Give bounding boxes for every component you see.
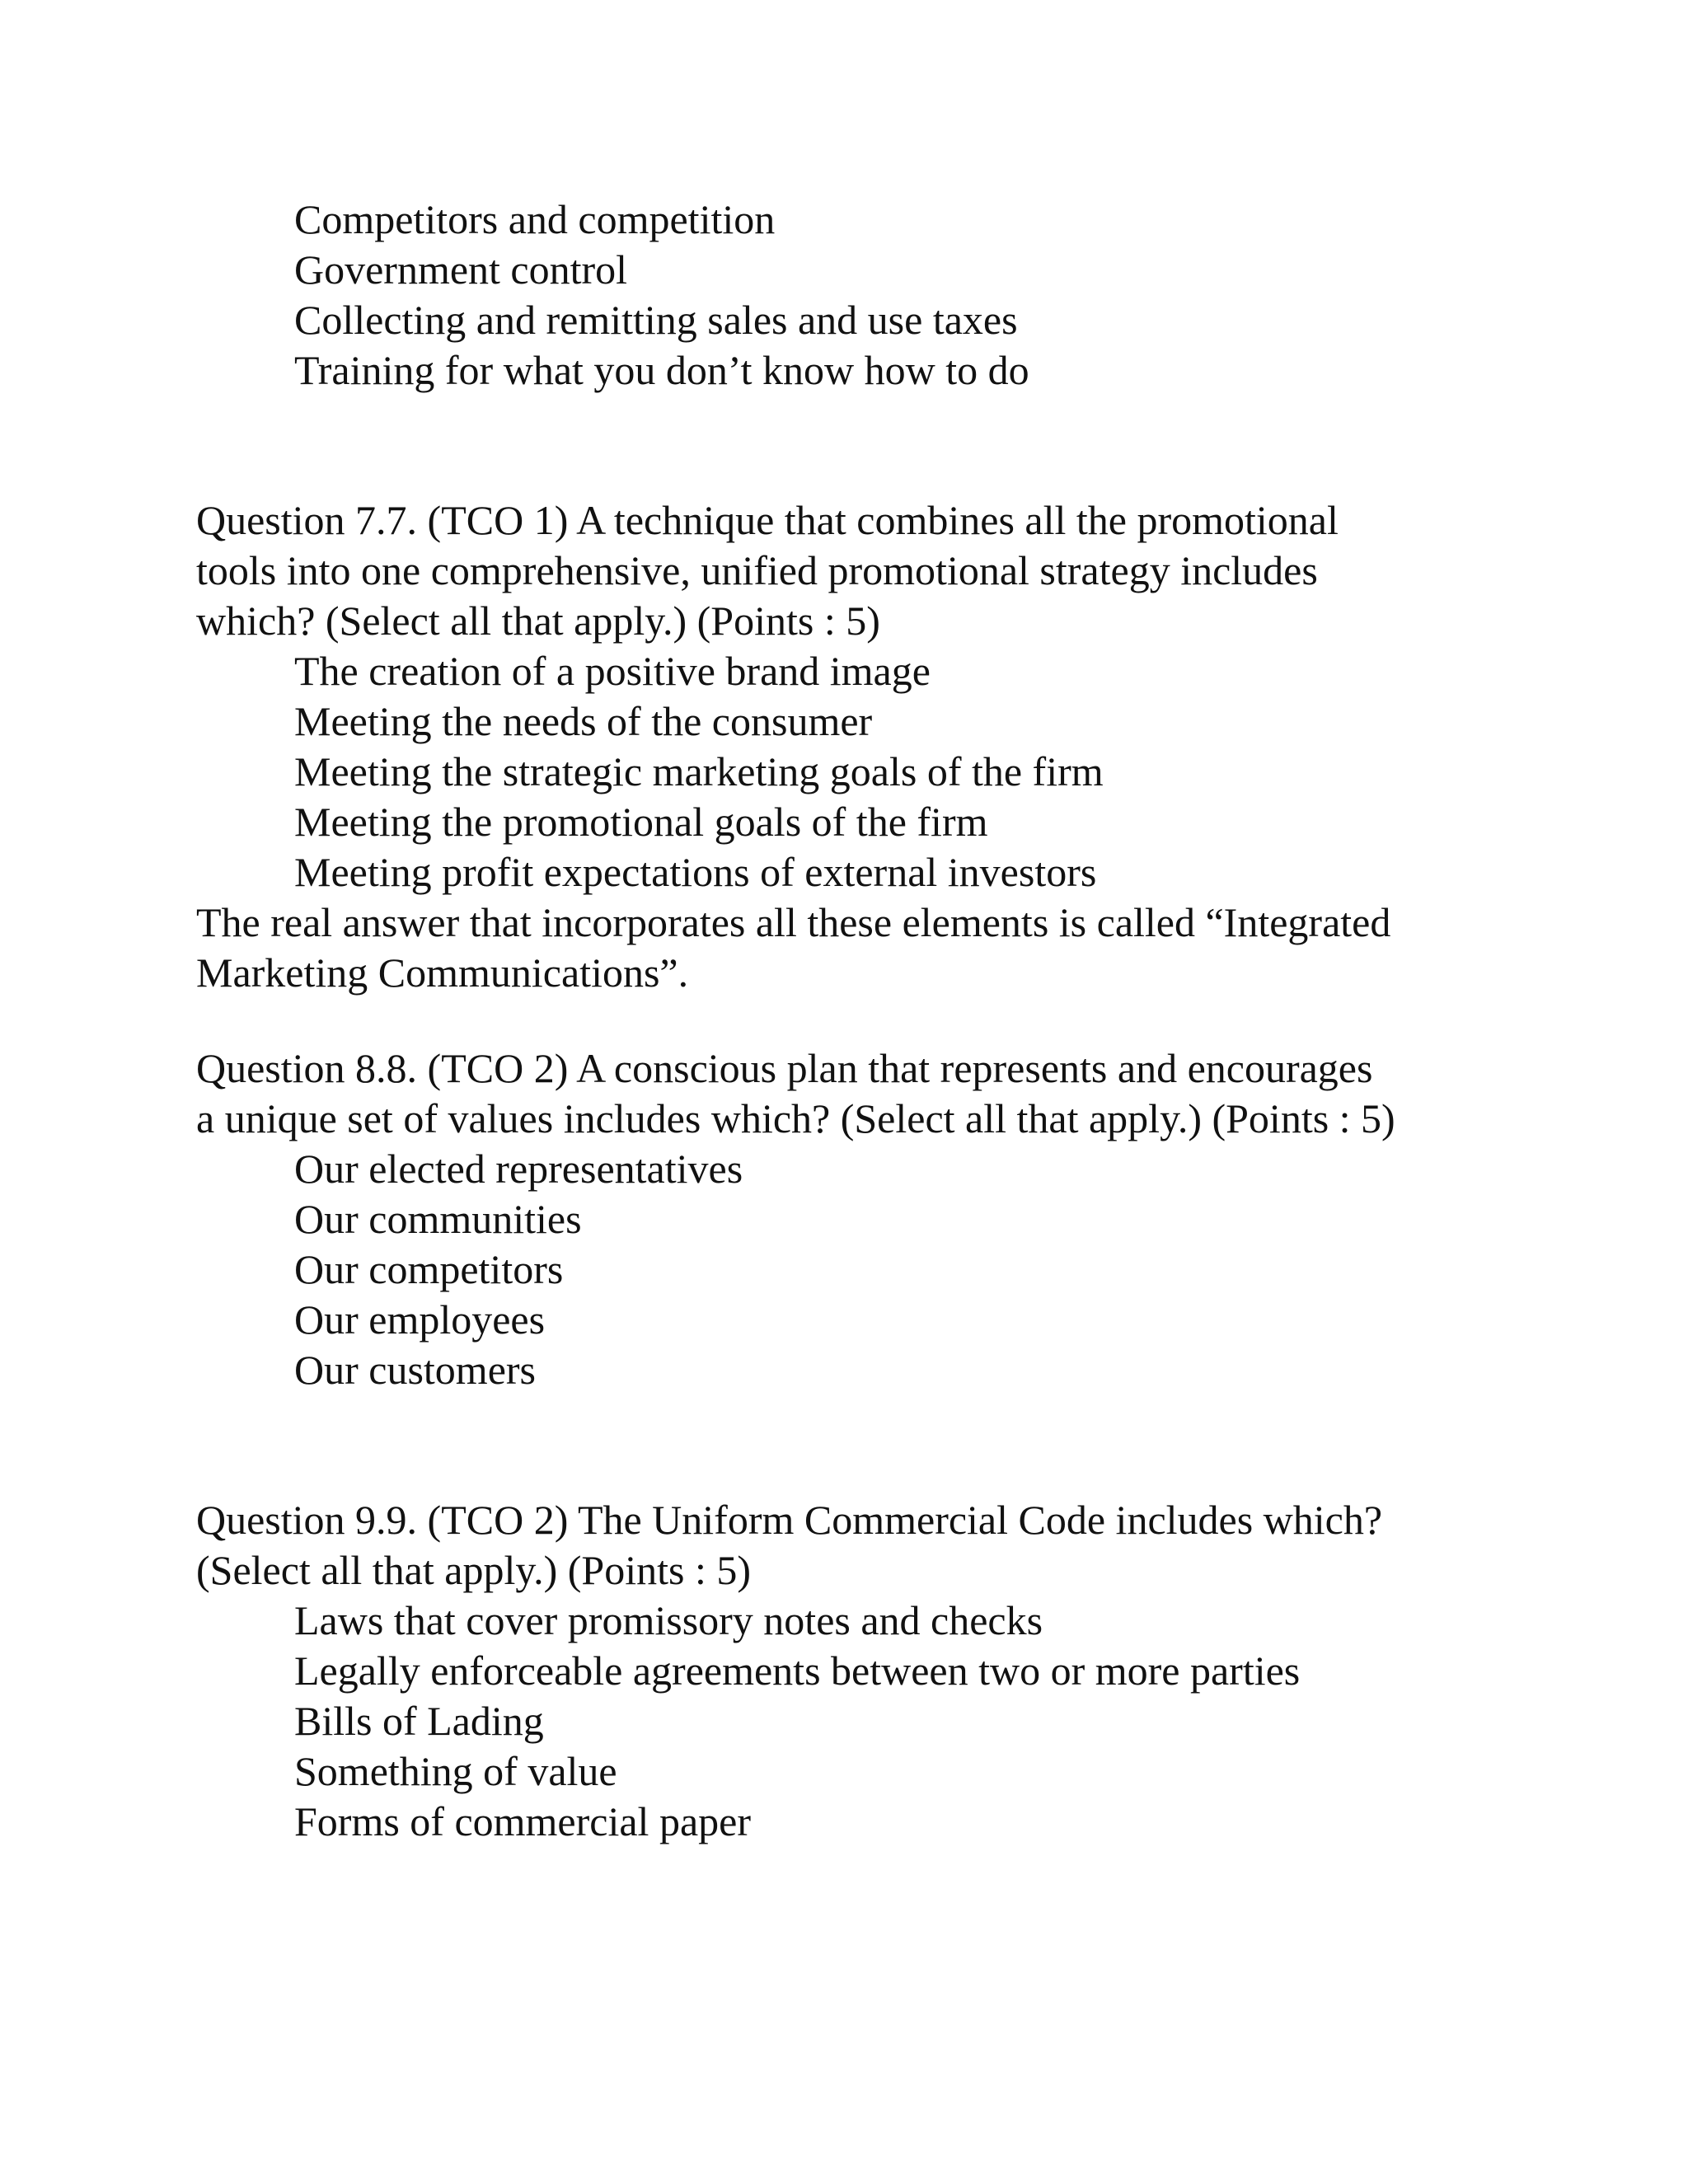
option-item: The creation of a positive brand image	[294, 648, 931, 694]
question-9-block	[196, 1495, 1515, 1847]
option-item: Bills of Lading	[294, 1698, 544, 1744]
option-item: Meeting the promotional goals of the firm	[294, 799, 988, 845]
question-8-block	[196, 1043, 1515, 1395]
option-item: Laws that cover promissory notes and checks	[294, 1597, 1043, 1643]
answer-text-line: The real answer that incorporates all these elements is called “Integrated	[196, 899, 1391, 945]
question-text-line: tools into one comprehensive, unified promotional strategy includes	[196, 547, 1318, 593]
option-item: Collecting and remitting sales and use taxes	[294, 297, 1018, 343]
question-text-line: Question 9.9. (TCO 2) The Uniform Commercial Code includes which?	[196, 1497, 1383, 1543]
question-text-line: Question 7.7. (TCO 1) A technique that combines all the promotional	[196, 497, 1339, 543]
answer-text-line: Marketing Communications”.	[196, 949, 689, 996]
continued-options-list	[196, 194, 1515, 396]
option-item: Meeting the strategic marketing goals of the firm	[294, 748, 1104, 794]
option-item: Training for what you don’t know how to do	[294, 347, 1029, 393]
option-item: Legally enforceable agreements between two or more parties	[294, 1647, 1301, 1694]
option-item: Competitors and competition	[294, 196, 776, 242]
option-item: Something of value	[294, 1748, 617, 1794]
option-item: Our competitors	[294, 1246, 564, 1292]
option-item: Our customers	[294, 1347, 536, 1393]
option-item: Our employees	[294, 1296, 546, 1343]
option-item: Meeting the needs of the consumer	[294, 698, 873, 744]
question-text-line: a unique set of values includes which? (Select all that apply.) (Points : 5)	[196, 1095, 1395, 1141]
option-item: Meeting profit expectations of external investors	[294, 849, 1097, 895]
question-7-block	[196, 495, 1515, 998]
question-text-line: which? (Select all that apply.) (Points : 5)	[196, 598, 880, 644]
option-item: Our elected representatives	[294, 1146, 743, 1192]
question-text-line: Question 8.8. (TCO 2) A conscious plan that represents and encourages	[196, 1045, 1373, 1091]
option-item: Forms of commercial paper	[294, 1798, 751, 1844]
option-item: Government control	[294, 246, 628, 293]
option-item: Our communities	[294, 1196, 582, 1242]
question-text-line: (Select all that apply.) (Points : 5)	[196, 1547, 751, 1593]
